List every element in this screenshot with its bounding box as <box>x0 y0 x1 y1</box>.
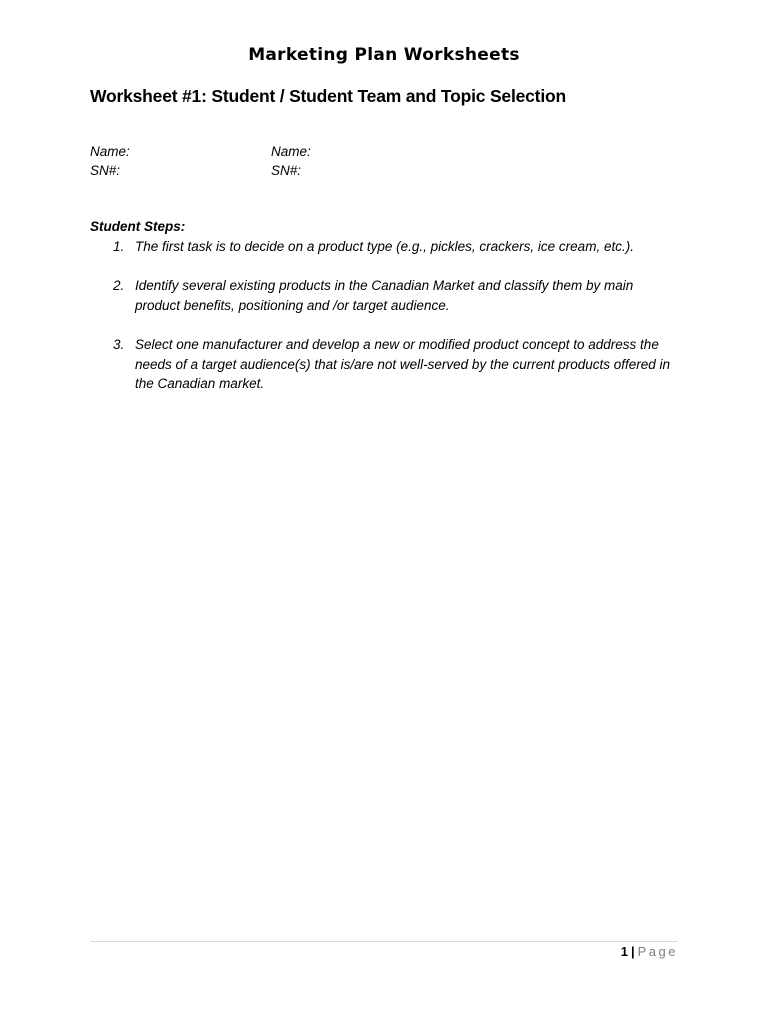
footer-divider <box>90 941 678 942</box>
page-number: 1 <box>620 944 628 959</box>
document-title: Marketing Plan Worksheets <box>248 45 520 65</box>
step-text: Select one manufacturer and develop a new or modified product concept to address the needs of a target audience(s) that is/are not well-served by the current products offered in the Canadian market. <box>135 337 671 391</box>
step-item <box>90 237 680 257</box>
step-item <box>90 276 680 316</box>
page-word: Page <box>637 944 678 959</box>
name-label-2: Name: <box>271 144 311 159</box>
step-number: 3. <box>113 337 125 352</box>
footer-separator: | <box>630 944 635 959</box>
step-item <box>90 335 680 395</box>
sn-label-1: SN#: <box>90 163 121 178</box>
step-text: Identify several existing products in the Canadian Market and classify them by main product benefits, positioning and /or target audience. <box>135 278 634 313</box>
step-number: 1. <box>113 239 125 254</box>
page-footer <box>621 944 678 959</box>
student-steps-label: Student Steps: <box>90 219 186 234</box>
worksheet-heading: Worksheet #1: Student / Student Team and Topic Selection <box>90 86 566 106</box>
name-label-1: Name: <box>90 144 130 159</box>
step-number: 2. <box>113 278 125 293</box>
step-text: The first task is to decide on a product type (e.g., pickles, crackers, ice cream, etc.). <box>135 239 634 254</box>
sn-label-2: SN#: <box>271 163 302 178</box>
